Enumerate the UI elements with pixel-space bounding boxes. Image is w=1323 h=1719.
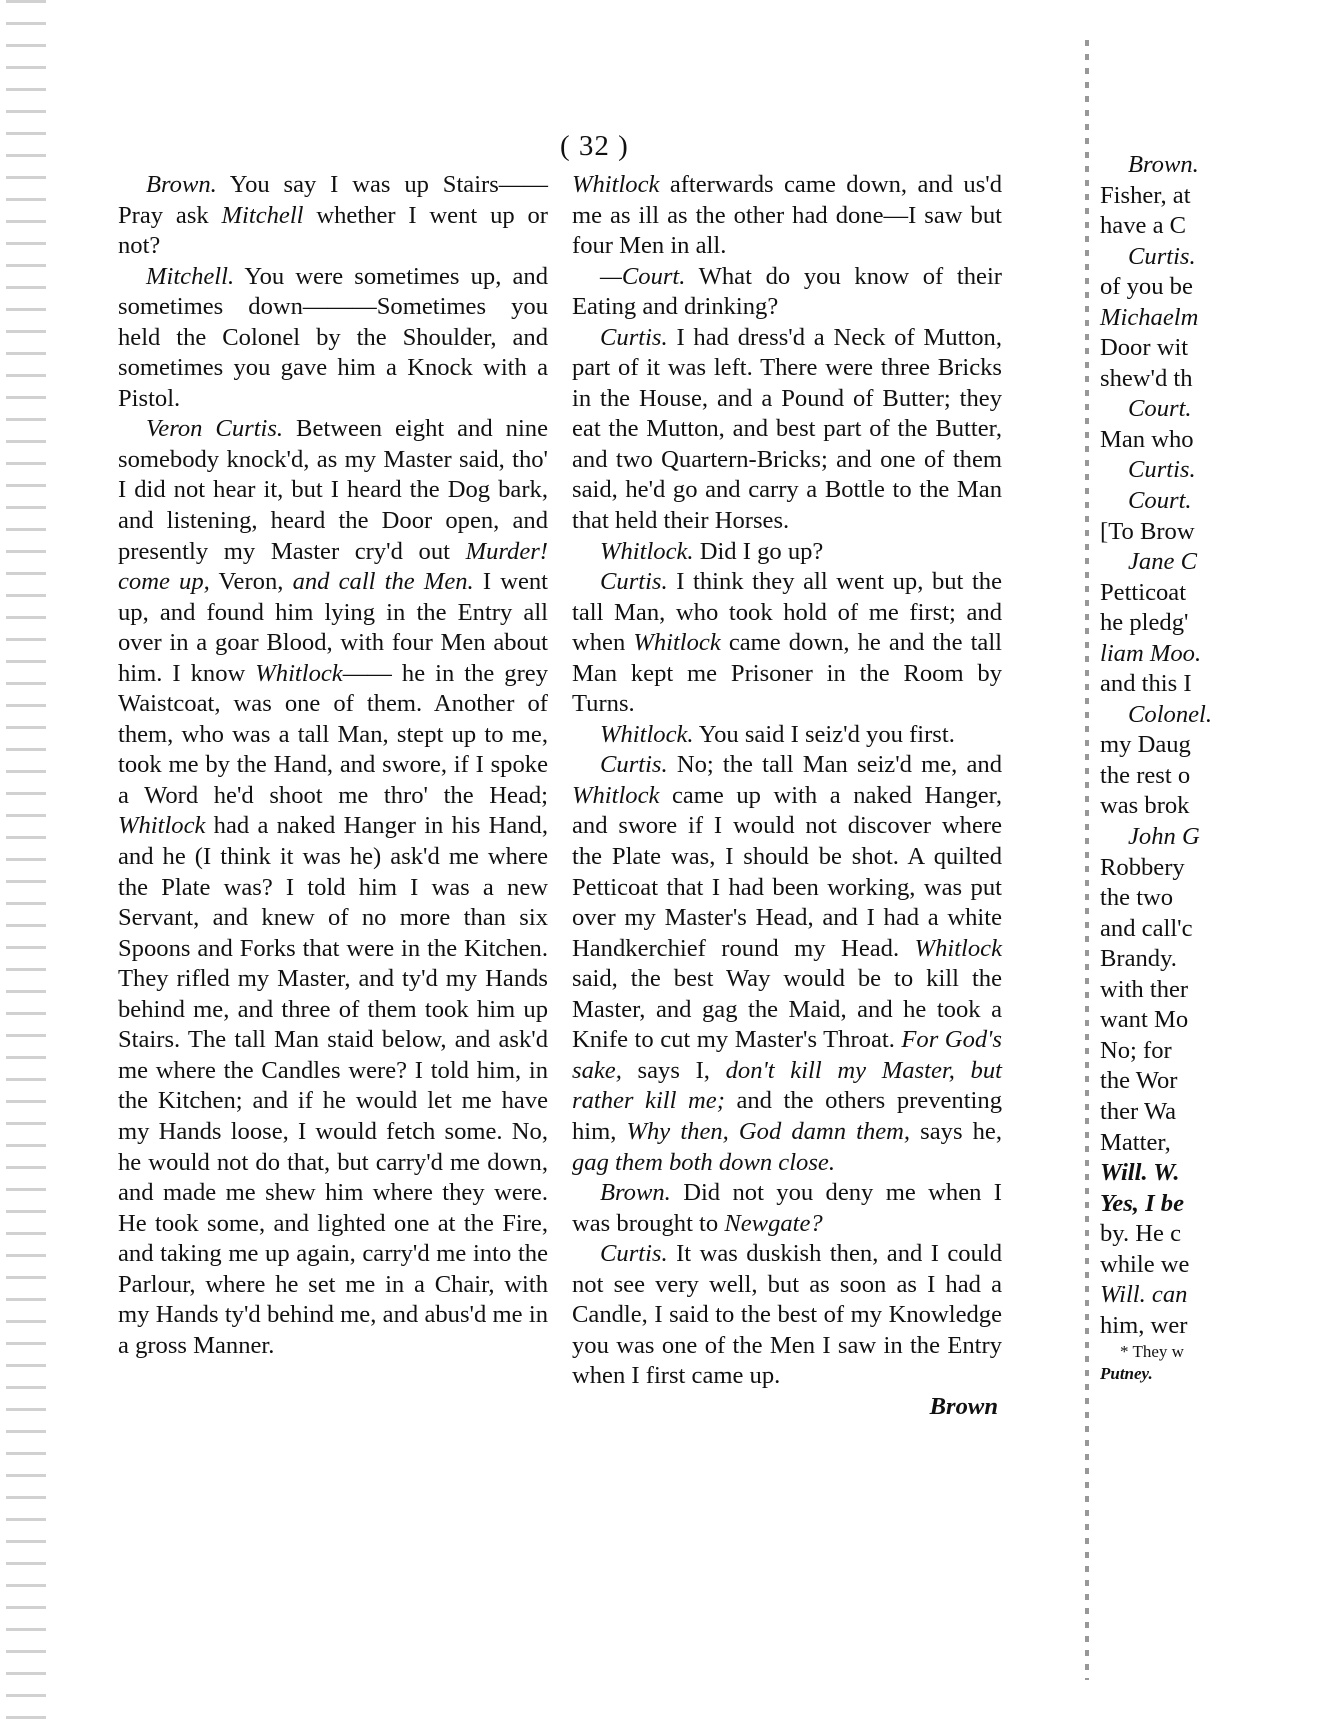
fragment-line: while we [1100,1250,1190,1278]
fragment-line: Yes, I be [1100,1189,1185,1217]
paragraph-curtis-3 [572,750,1002,1178]
book-gutter [1085,40,1089,1680]
paragraph-text: Between eight and nine somebody knock'd, as my Master said, tho' I did not hear it, but I heard the Dog bark, and listening, heard the Door open, and presently my Master cry'd out [118,415,548,565]
paragraph-text: I think they all went up, but the tall Man, who took hold of me first; and when [572,568,1002,657]
fragment-line: Brown. [1128,151,1199,178]
paragraph-text: You said I seiz'd you first. [693,720,955,748]
speaker-label: Brown. [146,171,217,198]
fragment-line: Court. [1128,487,1192,515]
quote-italic: gag them both down close. [572,1148,835,1176]
paragraph-whitlock-continued [572,170,1002,262]
fragment-line: have a C [1100,212,1187,240]
fragment-line: my Daug [1100,731,1191,759]
paragraph-whitlock-2 [572,720,1002,751]
fragment-line: Will. can [1100,1281,1188,1309]
paragraph-court [572,262,1002,323]
fragment-line: by. He c [1100,1220,1182,1248]
fragment-line: Robbery [1100,853,1185,881]
paragraph-text: —— he in the grey Waistcoat, was one of them. Another of them, who was a tall Man, stept up to me, took me by the Hand, and swore, if I spoke a Word he'd shoot me thro' the Head; [118,659,549,809]
paragraph-brown-2 [572,1178,1002,1239]
speaker-label: Whitlock. [600,720,694,748]
fragment-line: want Mo [1100,1006,1189,1034]
page-edge-marks [6,0,46,1719]
speaker-label: Mitchell. [146,262,235,290]
speaker-label: Curtis. [600,323,668,351]
name-italic: Whitlock [914,934,1002,962]
fragment-line: liam Moo. [1100,639,1202,667]
quote-italic: and call the Men. [292,568,474,596]
left-column [118,170,548,1361]
paragraph-whitlock-1 [572,537,1002,568]
speaker-label: Veron Curtis. [146,415,284,443]
fragment-line: and this I [1100,670,1192,698]
name-italic: Whitlock [255,659,343,687]
fragment-line: [To Brow [1100,517,1195,545]
quote-italic: Murder! come up, [118,537,548,596]
fragment-line: Curtis. [1128,242,1196,270]
name-italic: Mitchell [221,201,304,229]
fragment-footnote: * They w [1120,1342,1184,1362]
paragraph-text: and the others preventing him, [572,1087,1002,1145]
fragment-line: him, wer [1100,1311,1188,1339]
next-page-fragment [1100,150,1323,1384]
paragraph-text: said, the best Way would be to kill the Master, and gag the Maid, and he took a Knife to cut my Master's Throat. [572,965,1002,1054]
paragraph-text: Veron, [209,568,293,596]
paragraph-text: came down, he and the tall Man kept me Prisoner in the Room by Turns. [572,629,1002,718]
paragraph-text: No; the tall Man seiz'd me, and [667,751,1002,779]
catchword: Brown [929,1392,998,1420]
fragment-line: Curtis. [1128,456,1196,484]
place-italic: Newgate? [724,1209,823,1237]
fragment-line: Petticoat [1100,578,1187,606]
speaker-label: Curtis. [600,568,668,596]
fragment-line: Court. [1128,395,1192,423]
fragment-line: Fisher, at [1100,181,1191,209]
fragment-line: the two [1100,884,1174,912]
speaker-label: Curtis. [600,1240,668,1268]
paragraph-text: says I, [621,1056,726,1084]
fragment-line: Man who [1100,425,1194,453]
fragment-line: Michaelm [1100,303,1199,331]
fragment-line: ther Wa [1100,1097,1177,1125]
speaker-label: Whitlock. [600,537,694,565]
fragment-line: the rest o [1100,761,1191,789]
paragraph-text: came up with a naked Hanger, and swore if I would not discover where the Plate was, I should be shot. A quilted Petticoat that I had been working, was put over my Master's Head, and I had a white Handkerchief round my Head. [572,781,1002,962]
right-column [572,170,1002,1422]
fragment-line: Matter, [1100,1128,1171,1156]
name-italic: Whitlock [572,171,660,198]
paragraph-text: I went up, and found him lying in the Entry all over in a goar Blood, with four Men about him. I know [118,568,549,687]
speaker-label: Curtis. [600,751,668,779]
speaker-label: Brown. [600,1179,671,1207]
quote-italic: For God's sake, [572,1026,1002,1084]
paragraph-text: I had dress'd a Neck of Mutton, part of it was left. There were three Bricks in the House, and a Pound of Butter; they eat the Mutton, and best part of the Butter, and two Quartern-Bricks; and one of them said, he'd go and carry a Bottle to the Man that held their Horses. [572,323,1002,535]
fragment-line: Door wit [1100,334,1189,362]
paragraph-text: You say I was up Stairs—— Pray ask [118,171,548,229]
fragment-line: Colonel. [1128,700,1213,728]
page-number: ( 32 ) [560,130,629,162]
paragraph-text: Did not you deny me when I was brought to [572,1179,1002,1237]
fragment-line: John G [1128,823,1200,851]
paragraph-text: says he, [910,1117,1002,1145]
quote-italic: Why then, God damn them, [626,1117,911,1145]
paragraph-text: It was duskish then, and I could not see very well, but as soon as I had a Candle, I said to the best of my Knowledge you was one of the Men I saw in the Entry when I first came up. [572,1240,1002,1390]
paragraph-text: You were sometimes up, and sometimes down———Sometimes you held the Colonel by the Shoulder, and sometimes you gave him a Knock with a Pistol. [118,262,548,412]
quote-italic: don't kill my Master, but rather kill me; [572,1056,1002,1115]
fragment-line: and call'c [1100,914,1193,942]
paragraph-curtis-4 [572,1239,1002,1392]
paragraph-curtis-1 [572,323,1002,537]
fragment-footnote: Putney. [1100,1364,1153,1384]
fragment-line: with ther [1100,975,1189,1003]
fragment-line: he pledg' [1100,609,1189,637]
name-italic: Whitlock [633,629,721,657]
fragment-line: of you be [1100,273,1193,301]
paragraph-text: afterwards came down, and us'd me as ill as the other had done—I saw but four Men in all. [572,171,1002,260]
fragment-line: No; for [1100,1036,1172,1064]
name-italic: Whitlock [572,781,660,809]
paragraph-veron-curtis [118,414,548,1361]
paragraph-text: had a naked Hanger in his Hand, and he (I think it was he) ask'd me where the Plate was? I told him I was a new Servant, and knew of no more than six Spoons and Forks that were in the Kitchen. They rifled my Master, and ty'd my Hands behind me, and three of them took him up Stairs. The tall Man staid below, and ask'd me where the Candles were? I told him, in the Kitchen; and if he would let me have my Hands loose, I would fetch some. No, he would not do that, but carry'd me down, and made me shew him where they were. He took some, and lighted one at the Fire, and taking me up again, carry'd me into the Parlour, where he set me in a Chair, with my Hands ty'd behind me, and abus'd me in a gross Manner. [118,812,548,1359]
fragment-line: Brandy. [1100,945,1177,973]
paragraph-mitchell [118,262,548,415]
fragment-line: shew'd th [1100,364,1193,392]
fragment-line: was brok [1100,792,1190,820]
paragraph-text: Did I go up? [693,537,824,565]
paragraph-text: whether I went up or not? [118,201,548,260]
fragment-line: Jane C [1128,548,1197,576]
paragraph-text: What do you know of their Eating and drinking? [572,262,1002,321]
speaker-label: —Court. [600,262,686,290]
paragraph-brown [118,170,548,262]
name-italic: Whitlock [118,812,206,840]
paragraph-curtis-2 [572,567,1002,720]
fragment-line: Will. W. [1100,1159,1180,1187]
fragment-line: the Wor [1100,1067,1178,1095]
